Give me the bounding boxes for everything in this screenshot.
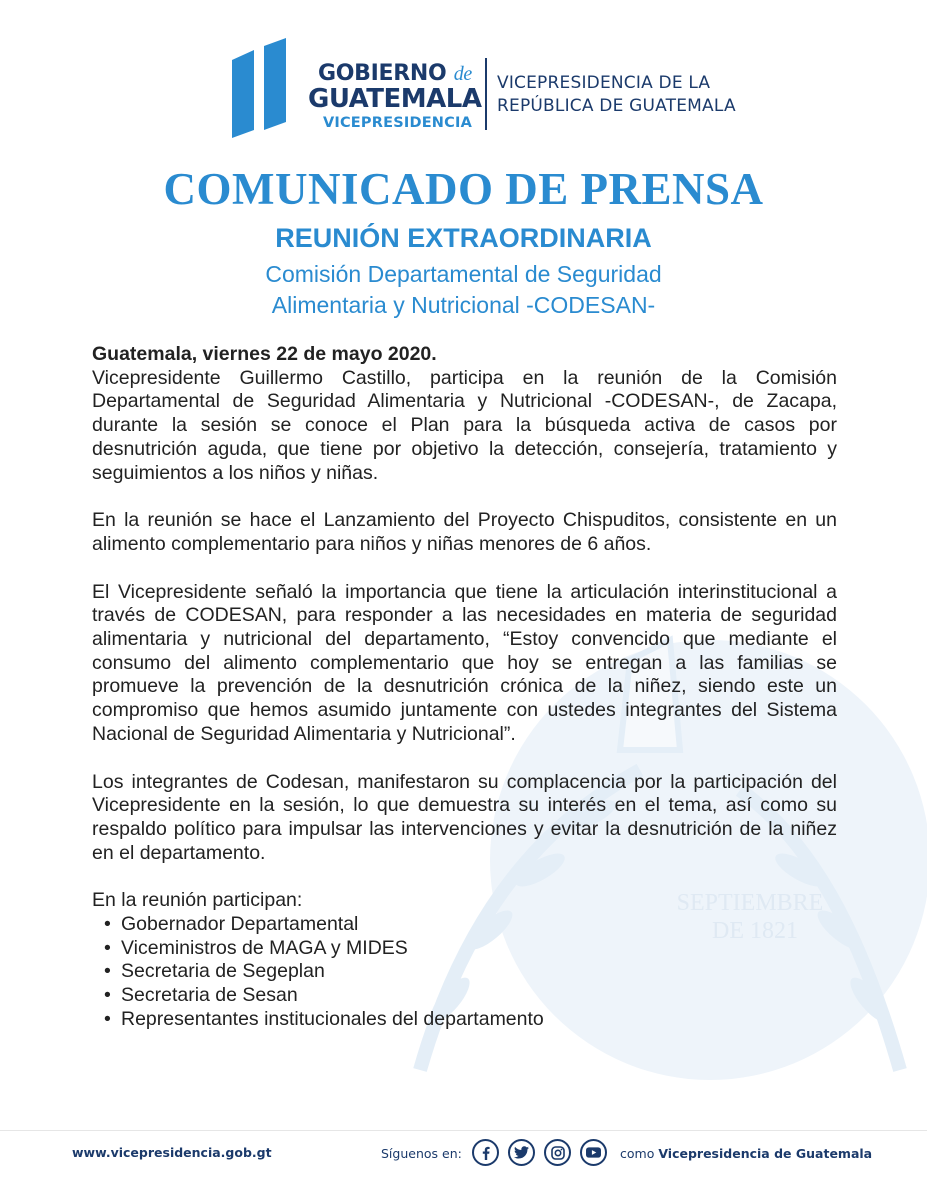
participants-list xyxy=(92,913,837,1032)
logo-vicepresidencia: VICEPRESIDENCIA xyxy=(322,115,472,131)
logo-gobierno: GOBIERNO xyxy=(317,61,447,86)
bullet-icon: • xyxy=(104,960,111,983)
government-logo-icon xyxy=(232,38,294,138)
instagram-icon[interactable] xyxy=(544,1139,571,1166)
social-links xyxy=(472,1139,607,1166)
watermark-text-1: SEPTIEMBRE xyxy=(676,890,824,916)
bullet-icon: • xyxy=(104,913,111,936)
commission-name xyxy=(0,259,927,321)
paragraph-4: Los integrantes de Codesan, manifestaron su complacencia por la participación del Vicepresidente en la sesión, lo que demuestra su interés en el tema, así como su respaldo político para impulsar las intervenciones y evitar la desnutrición de la niñez en el departamento. xyxy=(92,770,837,864)
logo-divider xyxy=(485,58,487,130)
meeting-subtitle: REUNIÓN EXTRAORDINARIA xyxy=(275,223,652,253)
facebook-icon[interactable] xyxy=(472,1139,499,1166)
youtube-icon[interactable] xyxy=(580,1139,607,1166)
logo-de: de xyxy=(453,63,472,85)
institution-line-1: VICEPRESIDENCIA DE LA xyxy=(497,73,711,93)
participants-intro: En la reunión participan: xyxy=(92,889,303,912)
list-item: • Representantes institucionales del departamento xyxy=(104,1007,544,1030)
institution-line-2: REPÚBLICA DE GUATEMALA xyxy=(497,96,736,116)
commission-line-1: Comisión Departamental de Seguridad xyxy=(265,261,662,287)
bullet-icon: • xyxy=(104,1007,111,1030)
government-logo-text xyxy=(308,61,482,134)
list-item: • Secretaria de Segeplan xyxy=(104,960,325,983)
paragraph-2: En la reunión se hace el Lanzamiento del Proyecto Chispuditos, consistente en un alimento complementario para niños y niñas menores de 6 años. xyxy=(92,509,837,555)
logo-guatemala: GUATEMALA xyxy=(308,84,482,114)
institution-name xyxy=(497,72,736,118)
paragraph-1: Vicepresidente Guillermo Castillo, participa en la reunión de la Comisión Departamental de Seguridad Alimentaria y Nutricional -CODESAN-, de Zacapa, durante la sesión se conoce el Plan para la búsqueda activa de casos por desnutrición aguda, que tiene por objetivo la detección, consejería, tratamiento y seguimientos a los niños y niñas. xyxy=(92,366,837,484)
follow-label: Síguenos en: xyxy=(381,1146,462,1161)
commission-line-2: Alimentaria y Nutricional -CODESAN- xyxy=(271,292,656,318)
twitter-icon[interactable] xyxy=(508,1139,535,1166)
footer-divider xyxy=(0,1130,927,1131)
list-item: • Gobernador Departamental xyxy=(104,913,359,936)
account-name: Vicepresidencia de Guatemala xyxy=(658,1146,873,1161)
bullet-icon: • xyxy=(104,936,111,959)
dateline: Guatemala, viernes 22 de mayo 2020. xyxy=(92,343,437,365)
watermark-text-2: DE 1821 xyxy=(712,918,798,944)
como-prefix: como xyxy=(620,1146,655,1161)
list-item: • Secretaria de Sesan xyxy=(104,984,298,1007)
press-release-body xyxy=(92,343,837,1032)
press-release-title: COMUNICADO DE PRENSA xyxy=(163,164,764,214)
list-item: • Viceministros de MAGA y MIDES xyxy=(104,936,408,959)
social-handle xyxy=(620,1146,872,1161)
paragraph-3: El Vicepresidente señaló la importancia que tiene la articulación interinstitucional a través de CODESAN, para responder a las necesidades en materia de seguridad alimentaria y nutricional del departamento, “Estoy convencido que mediante el consumo del alimento complementario que hoy se entregan a las familias se promueve la prevención de la desnutrición crónica de la niñez, siendo este un compromiso que hemos asumido juntamente con ustedes integrantes del Sistema Nacional de Seguridad Alimentaria y Nutricional”. xyxy=(92,580,837,745)
bullet-icon: • xyxy=(104,984,111,1007)
website-link[interactable]: www.vicepresidencia.gob.gt xyxy=(72,1145,272,1160)
